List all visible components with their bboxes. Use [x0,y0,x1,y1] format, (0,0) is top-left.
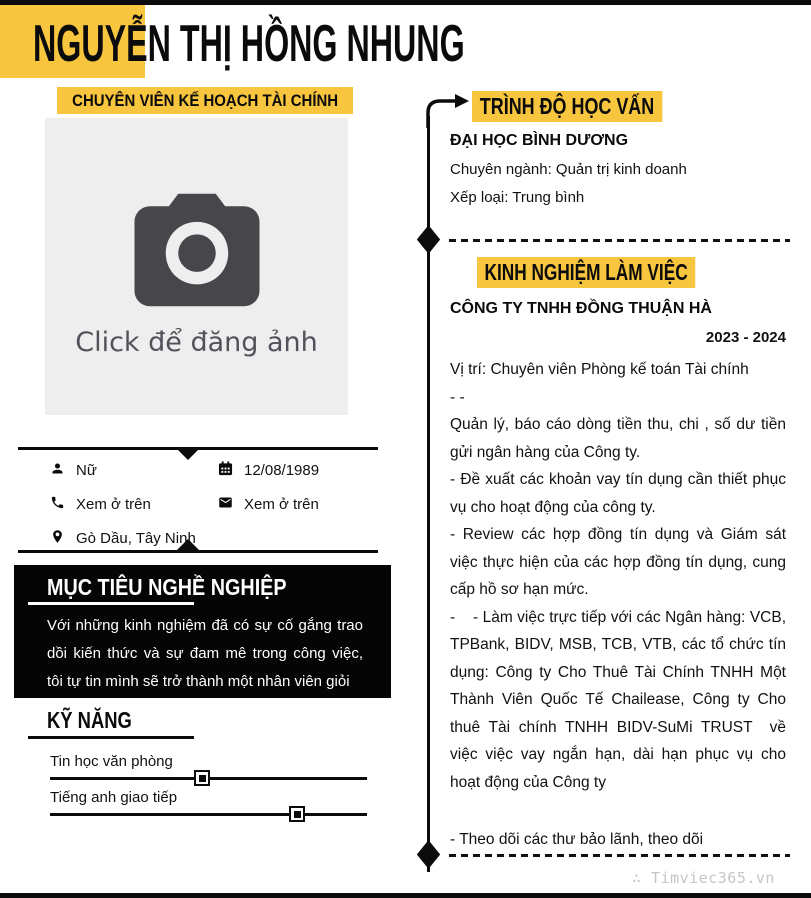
education-grade: Xếp loại: Trung bình [450,189,585,206]
education-title: TRÌNH ĐỘ HỌC VẤN [479,93,655,119]
job-title-badge [57,87,353,114]
experience-title: KINH NGHIỆM LÀM VIỆC [484,259,688,285]
gender-value: Nữ [76,462,97,479]
calendar-icon [218,461,233,480]
address-value: Gò Dầu, Tây Ninh [76,530,196,547]
objective-underline [28,602,194,605]
experience-title-badge [477,257,695,288]
experience-paragraph: - Review các hợp đồng tín dụng và Giám sát việc thực hiện của các hợp đồng tín dụng, cung cấp hồ sơ hạn mức. [450,526,791,598]
birthday-value: 12/08/1989 [244,462,320,479]
info-gender [50,461,97,480]
phone-value: Xem ở trên [76,496,151,513]
skill-slider [50,777,367,780]
objective-text: Với những kinh nghiệm đã có sự cố gắng trao dồi kiến thức và sự đam mê trong công việc, tôi tự tin mình sẽ trở thành một nhân viên giỏi [47,617,363,690]
timeline-arrow-icon [426,92,472,128]
location-icon [50,529,65,548]
person-icon [50,461,65,480]
rule-arrow-down [177,449,199,460]
skill-slider-handle[interactable] [289,806,305,822]
info-phone [50,495,151,514]
education-school: ĐẠI HỌC BÌNH DƯƠNG [450,132,629,149]
education-title-badge [472,91,662,122]
experience-description [450,356,791,854]
photo-upload-label: Click để đăng ảnh [75,327,318,358]
timeline-diamond [417,840,440,869]
objective-title: MỤC TIÊU NGHỀ NGHIỆP [47,574,287,600]
info-rule-bottom [18,550,378,553]
email-value: Xem ở trên [244,496,319,513]
objective-section [14,565,391,698]
skill-slider [50,813,367,816]
bottom-bar [0,893,811,898]
info-address [50,529,196,548]
skills-title: KỸ NĂNG [47,707,132,733]
info-birthday [218,461,319,480]
experience-paragraph: Quản lý, báo cáo dòng tiền thu, chi , số dư tiền gửi ngân hàng của Công ty. [450,416,791,461]
timeline-diamond [417,225,440,254]
candidate-name: NGUYỄN THỊ HỒNG NHUNG [33,15,465,73]
experience-paragraph: - Theo dõi các thư bảo lãnh, theo dõi [450,831,704,848]
section-dashed-divider [449,854,790,857]
experience-company: CÔNG TY TNHH ĐỒNG THUẬN HÀ [450,300,712,317]
skills-underline [28,736,194,739]
section-dashed-divider [449,239,790,242]
experience-paragraph: Vị trí: Chuyên viên Phòng kế toán Tài chính [450,361,749,378]
mail-icon [218,495,233,514]
experience-paragraph: - - [450,388,465,406]
skill-label: Tiếng anh giao tiếp [50,789,178,806]
rule-arrow-up [177,539,199,550]
phone-icon [50,495,65,514]
info-email [218,495,319,514]
job-title: CHUYÊN VIÊN KẾ HOẠCH TÀI CHÍNH [72,90,338,110]
skill-label: Tin học văn phòng [50,753,173,770]
photo-upload[interactable] [45,118,348,415]
skill-slider-handle[interactable] [194,770,210,786]
experience-paragraph: - - Làm việc trực tiếp với các Ngân hàng: VCB, TPBank, BIDV, MSB, TCB, VTB, các tổ chức tín dụng: Công ty Cho Thuê Tài Chính TNHH Một Thành Viên Quốc Tế Chailease, Công ty Cho thuê Tài chính TNHH BIDV-SuMi TRUST về việc việc vay ngắn hạn, dài hạn phục vụ cho hoạt động của Công ty [450,608,791,791]
education-major: Chuyên ngành: Quản trị kinh doanh [450,161,687,178]
experience-paragraph: - Đề xuất các khoản vay tín dụng cần thiết phục vụ cho hoạt động của công ty. [450,471,791,516]
camera-icon [122,175,272,325]
site-watermark: ∴ Timviec365.vn [632,869,775,887]
experience-period: 2023 - 2024 [705,329,786,346]
